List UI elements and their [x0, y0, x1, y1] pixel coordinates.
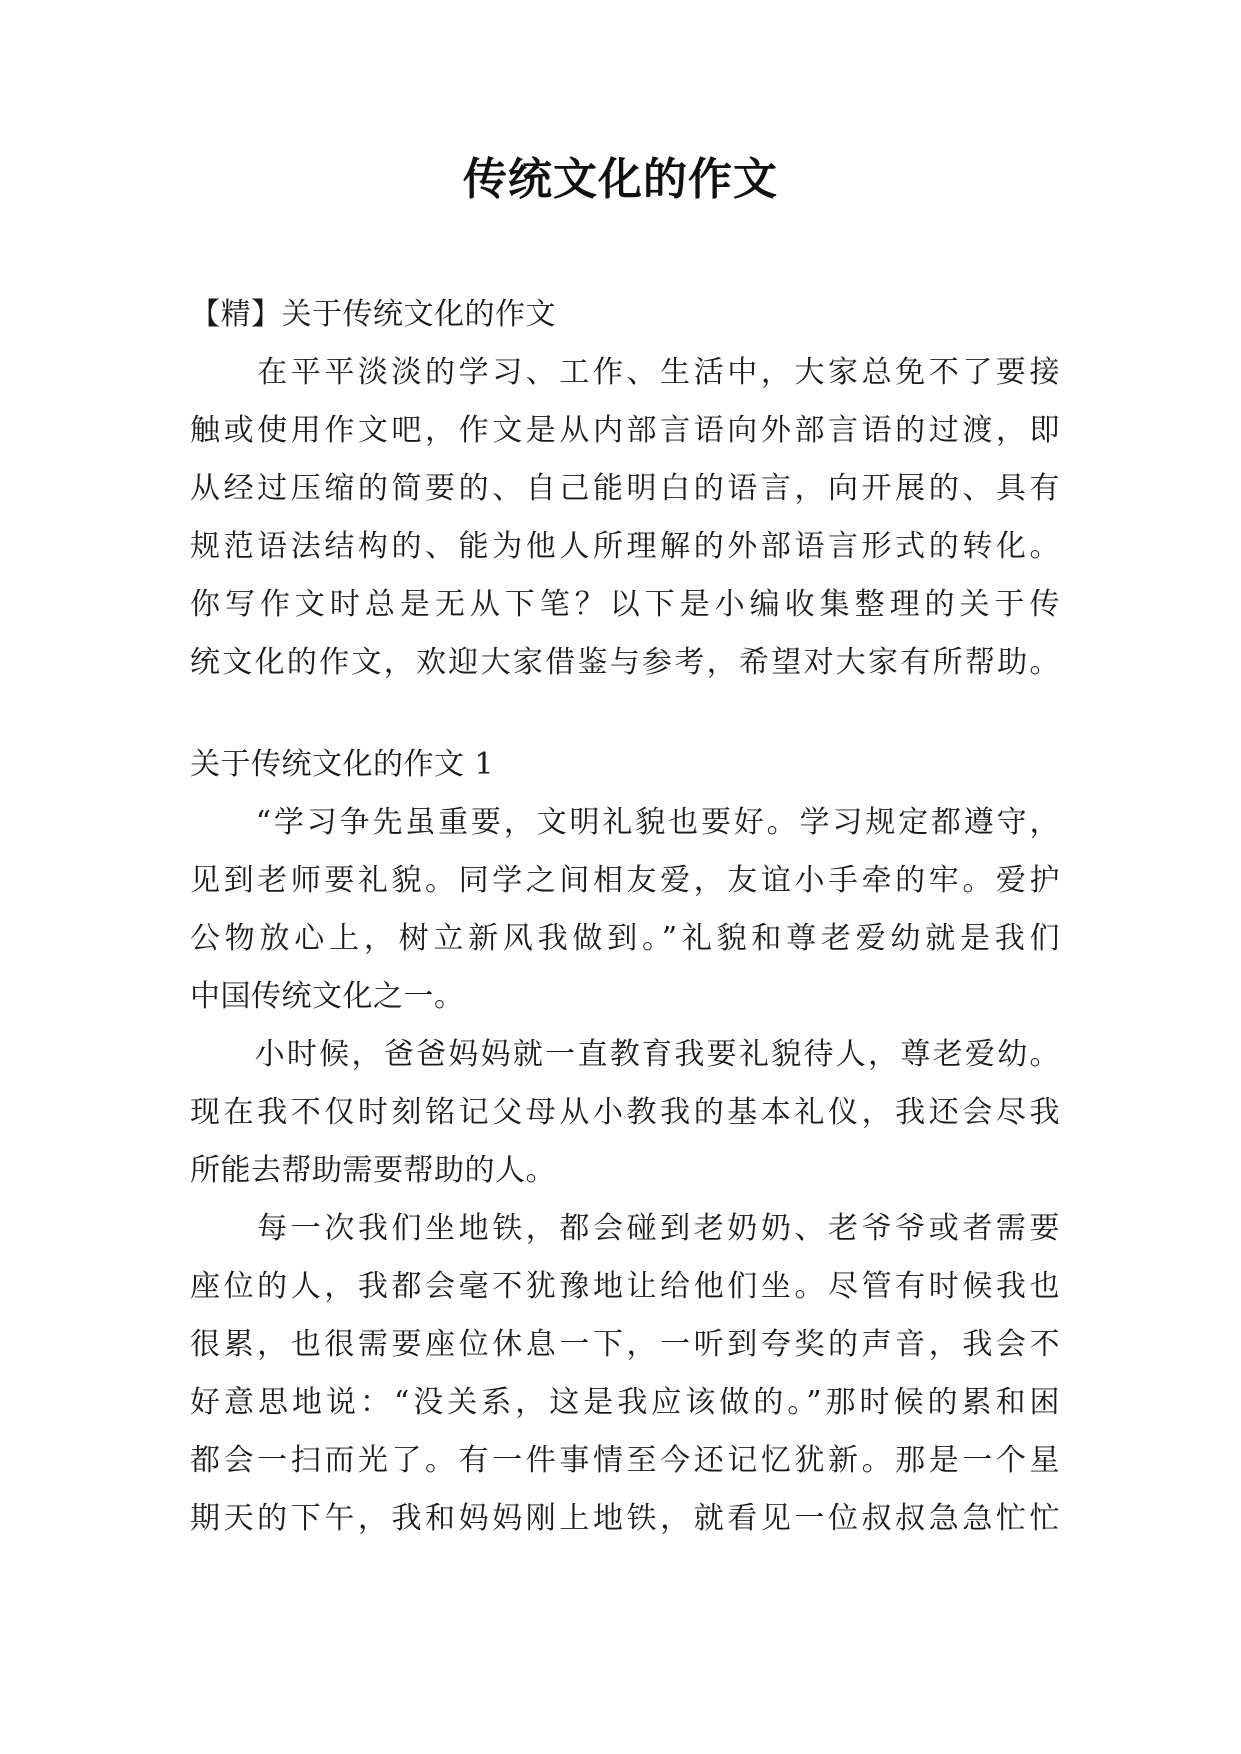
intro-paragraph [190, 344, 1060, 692]
document-title: 传统文化的作文 [463, 154, 778, 205]
text-line: 每一次我们坐地铁，都会碰到老奶奶、老爷爷或者需要 [190, 1211, 1060, 1246]
paragraph-1 [190, 794, 1060, 1026]
text-line: 很累，也很需要座位休息一下，一听到夸奖的声音，我会不 [190, 1327, 1060, 1362]
text-line: 从经过压缩的简要的、自己能明白的语言，向开展的、具有 [190, 471, 1060, 506]
text-line: 中国传统文化之一。 [190, 979, 465, 1014]
text-line: 触或使用作文吧，作文是从内部言语向外部言语的过渡，即 [190, 413, 1060, 448]
text-line: 公物放心上，树立新风我做到。”礼貌和尊老爱幼就是我们 [190, 921, 1060, 956]
text-line: 规范语法结构的、能为他人所理解的外部语言形式的转化。 [190, 529, 1060, 564]
text-line: 座位的人，我都会毫不犹豫地让给他们坐。尽管有时候我也 [190, 1269, 1060, 1304]
text-line: 你写作文时总是无从下笔？以下是小编收集整理的关于传 [190, 587, 1060, 622]
text-line: 见到老师要礼貌。同学之间相友爱，友谊小手牵的牢。爱护 [190, 863, 1060, 898]
text-line: 现在我不仅时刻铭记父母从小教我的基本礼仪，我还会尽我 [190, 1095, 1060, 1130]
paragraph-3 [190, 1200, 1060, 1548]
text-line: 统文化的作文，欢迎大家借鉴与参考，希望对大家有所帮助。 [190, 645, 1060, 680]
text-line: 所能去帮助需要帮助的人。 [190, 1153, 556, 1188]
document-body [190, 286, 1060, 1548]
paragraph-2 [190, 1026, 1060, 1200]
section-heading: 关于传统文化的作文 1 [190, 747, 495, 782]
section-spacer [190, 692, 1060, 736]
text-line: 期天的下午，我和妈妈刚上地铁，就看见一位叔叔急急忙忙 [190, 1501, 1060, 1536]
text-line: 在平平淡淡的学习、工作、生活中，大家总免不了要接 [190, 355, 1060, 390]
text-line: 好意思地说：“没关系，这是我应该做的。”那时候的累和困 [190, 1385, 1060, 1420]
text-line: “学习争先虽重要，文明礼貌也要好。学习规定都遵守， [190, 805, 1060, 840]
text-line: 小时候，爸爸妈妈就一直教育我要礼貌待人，尊老爱幼。 [190, 1037, 1060, 1072]
document-subtitle: 【精】关于传统文化的作文 [190, 297, 556, 332]
text-line: 都会一扫而光了。有一件事情至今还记忆犹新。那是一个星 [190, 1443, 1060, 1478]
